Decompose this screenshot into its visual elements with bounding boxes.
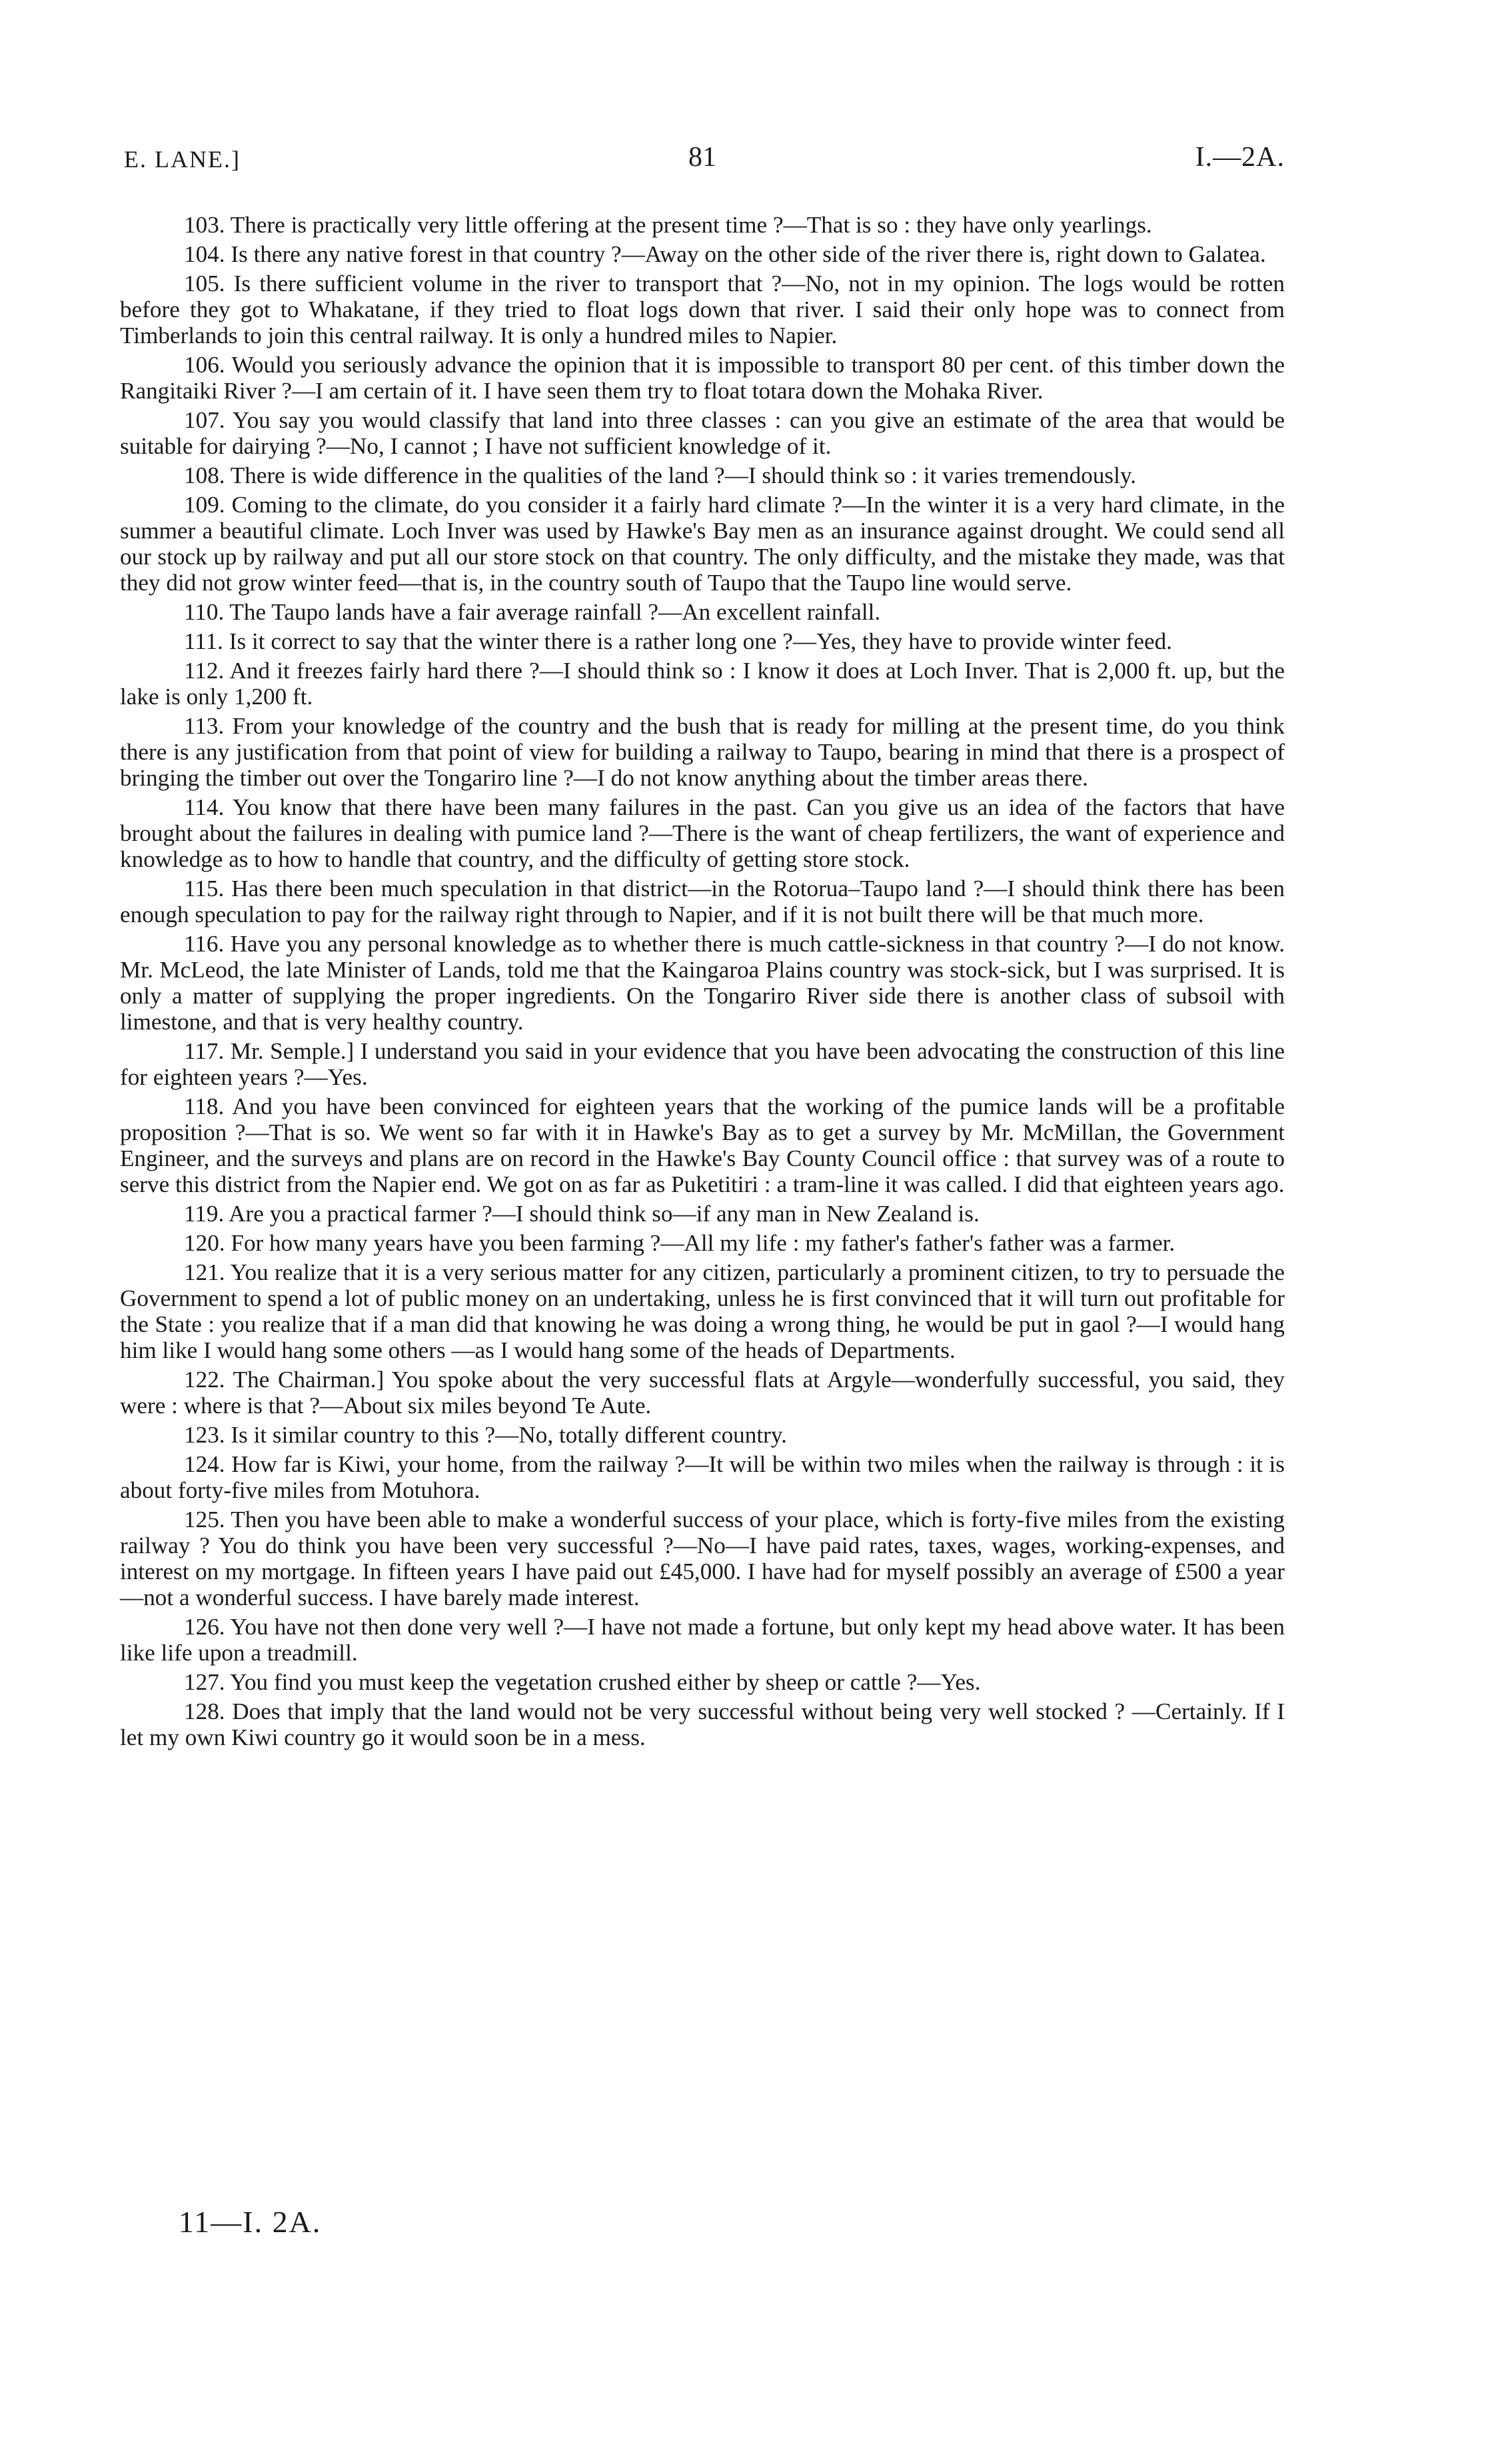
- question-127: 127. You find you must keep the vegetation crushed either by sheep or cattle ?—Yes.: [184, 1669, 981, 1695]
- question-115: 115. Has there been much speculation in that district—in the Rotorua–Taupo land ?—I should think there has been enough speculation to pay for the railway right through to Napier, and if it is not built there will be that much more.: [120, 876, 1285, 927]
- question-103: 103. There is practically very little offering at the present time ?—That is so : they have only yearlings.: [184, 212, 1152, 238]
- question-123: 123. Is it similar country to this ?—No, totally different country.: [184, 1422, 787, 1448]
- question-104: 104. Is there any native forest in that country ?—Away on the other side of the river there is, right down to Galatea.: [184, 241, 1266, 267]
- question-107: 107. You say you would classify that land into three classes : can you give an estimate of the area that would be suitable for dairying ?—No, I cannot ; I have not sufficient knowledge of it.: [120, 407, 1285, 459]
- question-126: 126. You have not then done very well ?—I have not made a fortune, but only kept my head above water. It has been like life upon a treadmill.: [120, 1614, 1285, 1666]
- testimony-body: [120, 212, 1285, 1754]
- question-117: 117. Mr. Semple.] I understand you said in your evidence that you have been advocating the construction of this line for eighteen years ?—Yes.: [120, 1038, 1285, 1090]
- question-106: 106. Would you seriously advance the opinion that it is impossible to transport 80 per cent. of this timber down the Rangitaiki River ?—I am certain of it. I have seen them try to float totara down the Mohaka River.: [120, 352, 1285, 404]
- question-128: 128. Does that imply that the land would not be very successful without being very well stocked ? —Certainly. If I let my own Kiwi country go it would soon be in a mess.: [120, 1698, 1285, 1750]
- question-119: 119. Are you a practical farmer ?—I should think so—if any man in New Zealand is.: [184, 1201, 980, 1227]
- witness-name: E. LANE.]: [124, 146, 241, 173]
- question-121: 121. You realize that it is a very serious matter for any citizen, particularly a prominent citizen, to try to persuade the Government to spend a lot of public money on an undertaking, unless he is first convinced that it will turn out profitable for the State : you realize that if a man did that knowing he was doing a wrong thing, he would be put in gaol ?—I would hang him like I would hang some others —as I would hang some of the heads of Departments.: [120, 1259, 1285, 1363]
- question-108: 108. There is wide difference in the qualities of the land ?—I should think so : it varies tremendously.: [184, 462, 1136, 488]
- signature-mark: 11—I. 2A.: [179, 2205, 322, 2239]
- question-125: 125. Then you have been able to make a wonderful success of your place, which is forty-five miles from the existing railway ? You do think you have been very successful ?—No—I have paid rates, taxes, wages, working-expenses, and interest on my mortgage. In fifteen years I have paid out £45,000. I have had for myself possibly an average of £500 a year—not a wonderful success. I have barely made interest.: [120, 1507, 1285, 1610]
- question-118: 118. And you have been convinced for eighteen years that the working of the pumice lands will be a profitable proposition ?—That is so. We went so far with it in Hawke's Bay as to get a survey by Mr. McMillan, the Government Engineer, and the surveys and plans are on record in the Hawke's Bay County Council office : that survey was of a route to serve this district from the Napier end. We got on as far as Puketitiri : a tram-line it was called. I did that eighteen years ago.: [120, 1093, 1285, 1197]
- question-116: 116. Have you any personal knowledge as to whether there is much cattle-sickness in that country ?—I do not know. Mr. McLeod, the late Minister of Lands, told me that the Kaingaroa Plains country was stock-sick, but I was surprised. It is only a matter of supplying the proper ingredients. On the Tongariro River side there is another class of subsoil with limestone, and that is very healthy country.: [120, 931, 1285, 1035]
- question-113: 113. From your knowledge of the country and the bush that is ready for milling at the present time, do you think there is any justification from that point of view for building a railway to Taupo, bearing in mind that there is a prospect of bringing the timber out over the Tongariro line ?—I do not know anything about the timber areas there.: [120, 713, 1285, 791]
- question-111: 111. Is it correct to say that the winter there is a rather long one ?—Yes, they have to provide winter feed.: [184, 628, 1172, 654]
- question-120: 120. For how many years have you been farming ?—All my life : my father's father's father was a farmer.: [184, 1230, 1175, 1256]
- question-110: 110. The Taupo lands have a fair average rainfall ?—An excellent rainfall.: [184, 599, 881, 625]
- question-124: 124. How far is Kiwi, your home, from the railway ?—It will be within two miles when the railway is through : it is about forty-five miles from Motuhora.: [120, 1451, 1285, 1503]
- question-109: 109. Coming to the climate, do you consider it a fairly hard climate ?—In the winter it is a very hard climate, in the summer a beautiful climate. Loch Inver was used by Hawke's Bay men as an insurance against drought. We could send all our stock up by railway and put all our store stock on that country. The only difficulty, and the mistake they made, was that they did not grow winter feed—that is, in the country south of Taupo that the Taupo line would serve.: [120, 492, 1285, 596]
- page-header: [120, 142, 1285, 185]
- question-114: 114. You know that there have been many failures in the past. Can you give us an idea of the factors that have brought about the failures in dealing with pumice land ?—There is the want of cheap fertilizers, the want of experience and knowledge as to how to handle that country, and the difficulty of getting store stock.: [120, 794, 1285, 872]
- document-reference: I.—2A.: [1195, 142, 1285, 173]
- question-112: 112. And it freezes fairly hard there ?—I should think so : I know it does at Loch Inver. That is 2,000 ft. up, but the lake is only 1,200 ft.: [120, 658, 1285, 710]
- question-105: 105. Is there sufficient volume in the river to transport that ?—No, not in my opinion. The logs would be rotten before they got to Whakatane, if they tried to float logs down that river. I said their only hope was to connect from Timberlands to join this central railway. It is only a hundred miles to Napier.: [120, 271, 1285, 348]
- page-number: 81: [688, 142, 716, 173]
- question-122: 122. The Chairman.] You spoke about the very successful flats at Argyle—wonderfully successful, you said, they were : where is that ?—About six miles beyond Te Aute.: [120, 1367, 1285, 1419]
